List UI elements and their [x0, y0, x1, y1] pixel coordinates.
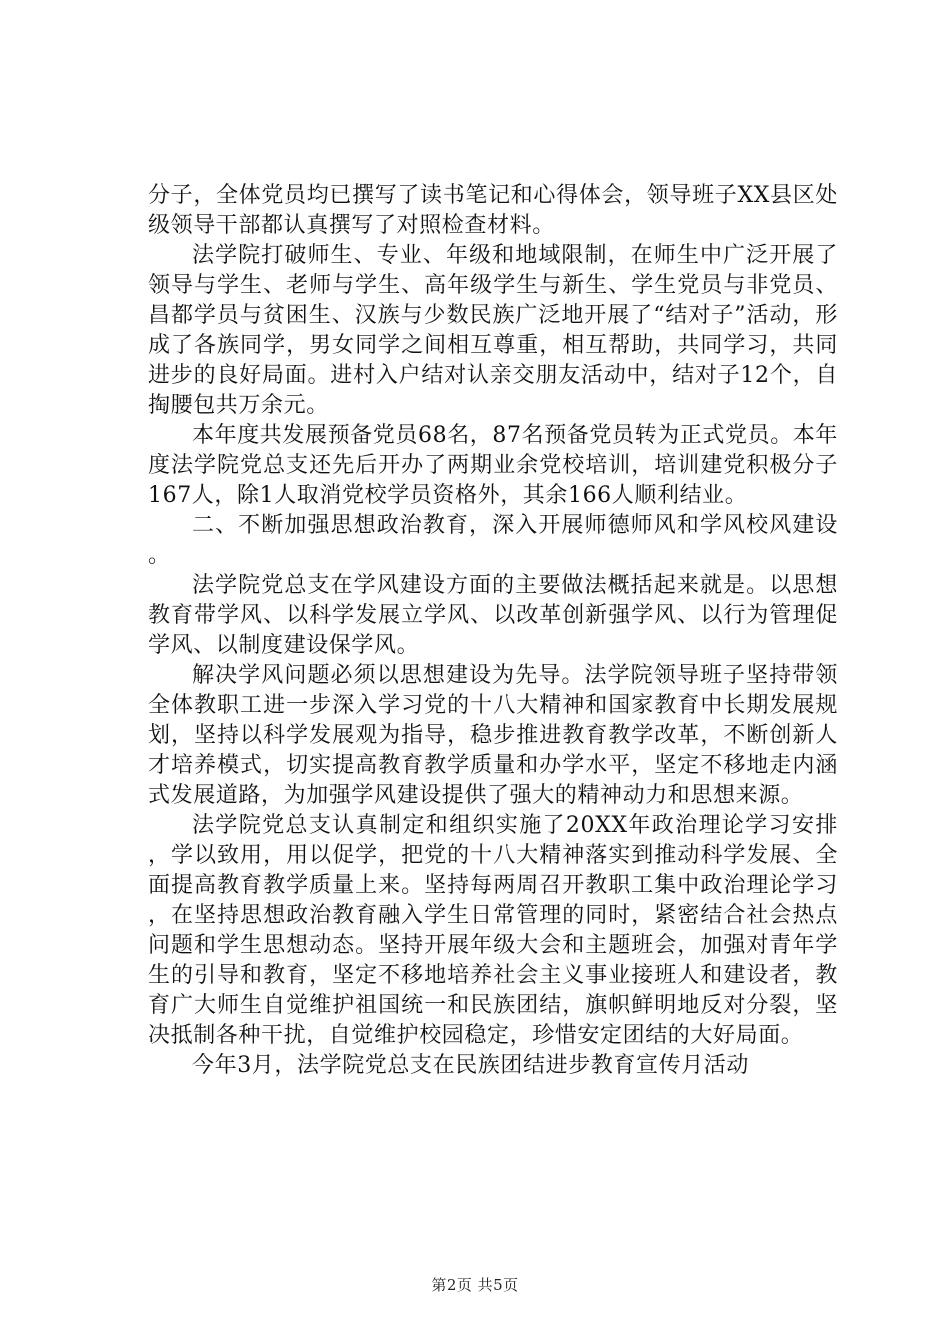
paragraph-march-activity: 今年3月，法学院党总支在民族团结进步教育宣传月活动: [192, 1053, 749, 1078]
paragraph-pairing-activities: 法学院打破师生、专业、年级和地域限制，在师生中广泛开展了领导与学生、老师与学生、高年级学生与新生、学生党员与非党员、昌都学员与贫困生、汉族与少数民族广泛地开展了“结对子”活动，形成了各族同学，男女同学之间相互尊重，相互帮助，共同学习，共同进步的良好局面。进村入户结对认亲交朋友活动中，结对子12个，自掏腰包共万余元。: [148, 243, 838, 418]
paragraph-ideological-building: 解决学风问题必须以思想建设为先导。法学院领导班子坚持带领全体教职工进一步深入学习党的十八大精神和国家教育中长期发展规划，坚持以科学发展观为指导，稳步推进教育教学改革，不断创新人才培养模式，切实提高教育教学质量和办学水平，坚定不移地走内涵式发展道路，为加强学风建设提供了强大的精神动力和思想来源。: [148, 663, 838, 808]
paragraph-study-style-summary: 法学院党总支在学风建设方面的主要做法概括起来就是。以思想教育带学风、以科学发展立学风、以改革创新强学风、以行为管理促学风、以制度建设保学风。: [148, 573, 838, 658]
section-heading-2: 二、不断加强思想政治教育，深入开展师德师风和学风校风建设。: [148, 513, 838, 568]
page-number-footer: 第2页 共5页: [431, 1276, 519, 1294]
paragraph-continuation: 分子，全体党员均已撰写了读书笔记和心得体会，领导班子XX县区处级领导干部都认真撰写了对照检查材料。: [148, 183, 838, 238]
paragraph-political-theory-study: 法学院党总支认真制定和组织实施了20XX年政治理论学习安排，学以致用，用以促学，把党的十八大精神落实到推动科学发展、全面提高教育教学质量上来。坚持每两周召开教职工集中政治理论学习，在坚持思想政治教育融入学生日常管理的同时，紧密结合社会热点问题和学生思想动态。坚持开展年级大会和主题班会，加强对青年学生的引导和教育，坚定不移地培养社会主义事业接班人和建设者，教育广大师生自觉维护祖国统一和民族团结，旗帜鲜明地反对分裂，坚决抵制各种干扰，自觉维护校园稳定，珍惜安定团结的大好局面。: [148, 813, 838, 1048]
document-body: [148, 181, 838, 1081]
paragraph-party-development: 本年度共发展预备党员68名，87名预备党员转为正式党员。本年度法学院党总支还先后开办了两期业余党校培训，培训建党积极分子167人，除1人取消党校学员资格外，其余166人顺利结业。: [148, 423, 838, 508]
